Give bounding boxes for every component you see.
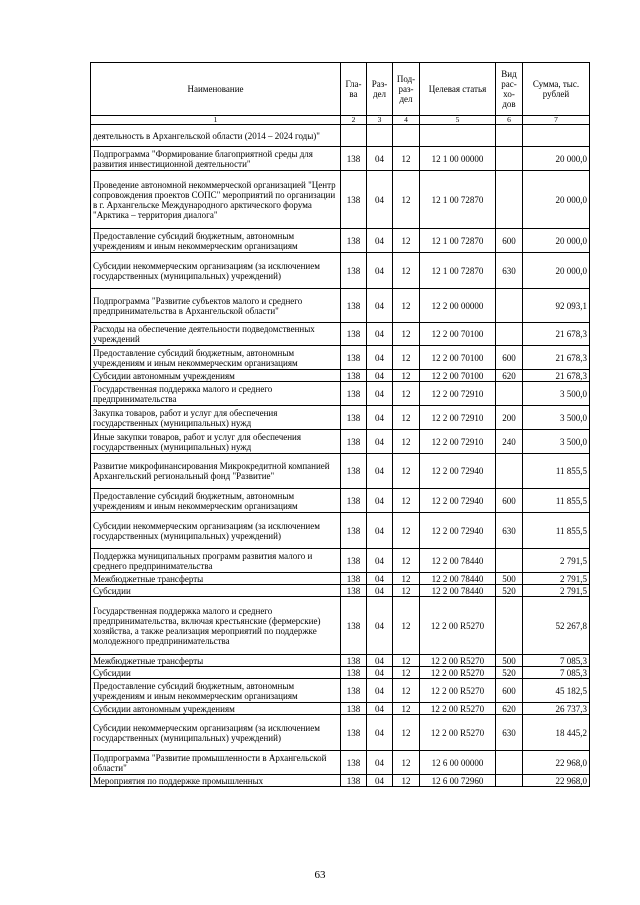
row-sum: 2 791,5: [523, 573, 590, 585]
column-number: 5: [420, 116, 496, 125]
table-row: [91, 703, 590, 715]
table-row: [91, 585, 590, 597]
row-name: Проведение автономной некоммерческой организацией "Центр сопровождения проектов СОПС" мероприятий по организации в г. Архангельске Международного арктического форума "Арктика – территория диалога": [91, 171, 341, 229]
row-name: деятельность в Архангельской области (2014 – 2024 годы)": [91, 125, 341, 147]
row-glava: [341, 125, 367, 147]
table-row: [91, 454, 590, 489]
table-row: [91, 370, 590, 382]
row-podrazdel: 12: [393, 585, 420, 597]
row-target-article: 12 2 00 00000: [420, 289, 496, 323]
row-razdel: 04: [367, 370, 393, 382]
row-sum: 18 445,2: [523, 715, 590, 751]
row-expense-type: 200: [496, 406, 523, 430]
row-expense-type: 630: [496, 253, 523, 289]
row-razdel: 04: [367, 489, 393, 513]
row-podrazdel: 12: [393, 147, 420, 171]
row-name: Субсидии некоммерческим организациям (за исключением государственных (муниципальных) учреждений): [91, 253, 341, 289]
row-name: Межбюджетные трансферты: [91, 655, 341, 667]
row-expense-type: [496, 549, 523, 573]
row-razdel: 04: [367, 147, 393, 171]
row-expense-type: 240: [496, 430, 523, 454]
table-row: [91, 406, 590, 430]
row-target-article: 12 2 00 72910: [420, 430, 496, 454]
table-row: [91, 171, 590, 229]
row-razdel: 04: [367, 382, 393, 406]
column-number: 1: [91, 116, 341, 125]
row-razdel: 04: [367, 679, 393, 703]
table-row: [91, 597, 590, 655]
row-sum: 11 855,5: [523, 513, 590, 549]
row-expense-type: 520: [496, 667, 523, 679]
row-name: Расходы на обеспечение деятельности подведомственных учреждений: [91, 323, 341, 346]
column-number: 6: [496, 116, 523, 125]
row-razdel: 04: [367, 667, 393, 679]
row-podrazdel: [393, 125, 420, 147]
row-glava: 138: [341, 751, 367, 775]
row-podrazdel: 12: [393, 573, 420, 585]
row-name: Закупка товаров, работ и услуг для обеспечения государственных (муниципальных) нужд: [91, 406, 341, 430]
row-expense-type: [496, 751, 523, 775]
row-glava: 138: [341, 382, 367, 406]
row-expense-type: 620: [496, 703, 523, 715]
row-sum: 2 791,5: [523, 585, 590, 597]
row-sum: 22 968,0: [523, 751, 590, 775]
row-sum: 52 267,8: [523, 597, 590, 655]
row-target-article: 12 2 00 78440: [420, 549, 496, 573]
row-target-article: 12 6 00 72960: [420, 775, 496, 787]
column-number: 4: [393, 116, 420, 125]
row-sum: 20 000,0: [523, 147, 590, 171]
row-expense-type: 500: [496, 573, 523, 585]
header-summa: Сумма, тыс. рублей: [523, 63, 590, 116]
row-razdel: 04: [367, 597, 393, 655]
row-name: Субсидии автономным учреждениям: [91, 370, 341, 382]
row-podrazdel: 12: [393, 229, 420, 253]
row-glava: 138: [341, 549, 367, 573]
row-sum: 21 678,3: [523, 346, 590, 370]
page-number: 63: [314, 869, 326, 881]
row-target-article: 12 1 00 72870: [420, 229, 496, 253]
row-razdel: 04: [367, 775, 393, 787]
row-target-article: 12 1 00 72870: [420, 253, 496, 289]
row-podrazdel: 12: [393, 370, 420, 382]
header-razdel: Раз-дел: [367, 63, 393, 116]
row-target-article: 12 2 00 78440: [420, 573, 496, 585]
row-name: Межбюджетные трансферты: [91, 573, 341, 585]
row-expense-type: [496, 775, 523, 787]
row-expense-type: 600: [496, 229, 523, 253]
row-target-article: 12 6 00 00000: [420, 751, 496, 775]
table-row: [91, 346, 590, 370]
table-row: [91, 775, 590, 787]
row-glava: 138: [341, 597, 367, 655]
row-podrazdel: 12: [393, 715, 420, 751]
row-expense-type: [496, 454, 523, 489]
table-row: [91, 430, 590, 454]
row-podrazdel: 12: [393, 323, 420, 346]
row-expense-type: [496, 382, 523, 406]
row-sum: 7 085,3: [523, 655, 590, 667]
row-name: Субсидии автономным учреждениям: [91, 703, 341, 715]
row-name: Подпрограмма "Развитие субъектов малого и среднего предпринимательства в Архангельской области": [91, 289, 341, 323]
row-sum: 92 093,1: [523, 289, 590, 323]
row-glava: 138: [341, 370, 367, 382]
row-expense-type: [496, 289, 523, 323]
row-sum: 3 500,0: [523, 406, 590, 430]
row-podrazdel: 12: [393, 454, 420, 489]
row-target-article: 12 2 00 R5270: [420, 679, 496, 703]
row-target-article: 12 2 00 R5270: [420, 715, 496, 751]
row-name: Поддержка муниципальных программ развития малого и среднего предпринимательства: [91, 549, 341, 573]
row-name: Субсидии: [91, 585, 341, 597]
row-glava: 138: [341, 489, 367, 513]
header-podrazdel: Под-раз-дел: [393, 63, 420, 116]
row-target-article: 12 2 00 72910: [420, 406, 496, 430]
row-podrazdel: 12: [393, 703, 420, 715]
row-glava: 138: [341, 323, 367, 346]
row-sum: 26 737,3: [523, 703, 590, 715]
header-glava: Гла-ва: [341, 63, 367, 116]
row-glava: 138: [341, 454, 367, 489]
table-row: [91, 655, 590, 667]
row-podrazdel: 12: [393, 667, 420, 679]
row-podrazdel: 12: [393, 549, 420, 573]
row-sum: 7 085,3: [523, 667, 590, 679]
row-expense-type: 600: [496, 346, 523, 370]
row-name: Субсидии некоммерческим организациям (за исключением государственных (муниципальных) учреждений): [91, 513, 341, 549]
row-target-article: 12 2 00 R5270: [420, 597, 496, 655]
row-podrazdel: 12: [393, 655, 420, 667]
row-expense-type: 520: [496, 585, 523, 597]
row-razdel: 04: [367, 229, 393, 253]
row-target-article: 12 2 00 72940: [420, 489, 496, 513]
row-razdel: 04: [367, 430, 393, 454]
row-target-article: 12 2 00 78440: [420, 585, 496, 597]
row-glava: 138: [341, 573, 367, 585]
row-glava: 138: [341, 513, 367, 549]
row-razdel: 04: [367, 253, 393, 289]
table-header-row: [91, 63, 590, 116]
row-glava: 138: [341, 430, 367, 454]
budget-table: [90, 62, 590, 787]
row-razdel: 04: [367, 585, 393, 597]
row-razdel: 04: [367, 454, 393, 489]
row-sum: 20 000,0: [523, 229, 590, 253]
row-target-article: 12 1 00 72870: [420, 171, 496, 229]
table-row: [91, 382, 590, 406]
row-target-article: 12 2 00 70100: [420, 323, 496, 346]
row-expense-type: 630: [496, 513, 523, 549]
row-target-article: 12 2 00 70100: [420, 346, 496, 370]
row-glava: 138: [341, 289, 367, 323]
row-name: Предоставление субсидий бюджетным, автономным учреждениям и иным некоммерческим организациям: [91, 489, 341, 513]
row-glava: 138: [341, 253, 367, 289]
table-row: [91, 667, 590, 679]
table-row: [91, 323, 590, 346]
row-glava: 138: [341, 406, 367, 430]
row-glava: 138: [341, 655, 367, 667]
row-target-article: 12 2 00 72940: [420, 454, 496, 489]
row-podrazdel: 12: [393, 489, 420, 513]
row-razdel: 04: [367, 406, 393, 430]
row-sum: 3 500,0: [523, 382, 590, 406]
row-target-article: 12 2 00 R5270: [420, 655, 496, 667]
row-expense-type: [496, 597, 523, 655]
row-name: Предоставление субсидий бюджетным, автономным учреждениям и иным некоммерческим организациям: [91, 679, 341, 703]
row-podrazdel: 12: [393, 406, 420, 430]
table-row: [91, 147, 590, 171]
row-expense-type: 600: [496, 679, 523, 703]
table-row: [91, 549, 590, 573]
row-podrazdel: 12: [393, 382, 420, 406]
table-row: [91, 751, 590, 775]
column-number: 2: [341, 116, 367, 125]
header-tselevaya: Целевая статья: [420, 63, 496, 116]
row-razdel: 04: [367, 513, 393, 549]
row-glava: 138: [341, 667, 367, 679]
table-row: [91, 513, 590, 549]
table-row: [91, 715, 590, 751]
row-razdel: 04: [367, 323, 393, 346]
row-podrazdel: 12: [393, 289, 420, 323]
row-sum: 20 000,0: [523, 171, 590, 229]
row-name: Предоставление субсидий бюджетным, автономным учреждениям и иным некоммерческим организациям: [91, 346, 341, 370]
row-razdel: 04: [367, 573, 393, 585]
row-podrazdel: 12: [393, 430, 420, 454]
row-glava: 138: [341, 171, 367, 229]
table-row: [91, 489, 590, 513]
row-name: Подпрограмма "Развитие промышленности в Архангельской области": [91, 751, 341, 775]
row-expense-type: [496, 171, 523, 229]
row-glava: 138: [341, 703, 367, 715]
row-podrazdel: 12: [393, 346, 420, 370]
row-sum: [523, 125, 590, 147]
row-sum: 20 000,0: [523, 253, 590, 289]
row-name: Государственная поддержка малого и среднего предпринимательства: [91, 382, 341, 406]
row-expense-type: [496, 147, 523, 171]
row-name: Развитие микрофинансирования Микрокредитной компанией Архангельский региональный фонд "Развитие": [91, 454, 341, 489]
row-razdel: 04: [367, 346, 393, 370]
row-glava: 138: [341, 229, 367, 253]
row-razdel: 04: [367, 715, 393, 751]
row-name: Иные закупки товаров, работ и услуг для обеспечения государственных (муниципальных) нужд: [91, 430, 341, 454]
row-sum: 11 855,5: [523, 454, 590, 489]
table-row: [91, 125, 590, 147]
row-razdel: [367, 125, 393, 147]
row-name: Государственная поддержка малого и среднего предпринимательства, включая крестьянские (фермерские) хозяйства, а также реализация мероприятий по поддержке молодежного предпринимательства: [91, 597, 341, 655]
row-podrazdel: 12: [393, 597, 420, 655]
column-number-row: [91, 116, 590, 125]
row-glava: 138: [341, 346, 367, 370]
header-name: Наименование: [91, 63, 341, 116]
row-name: Субсидии: [91, 667, 341, 679]
row-podrazdel: 12: [393, 513, 420, 549]
row-target-article: 12 2 00 70100: [420, 370, 496, 382]
table-row: [91, 573, 590, 585]
row-target-article: 12 1 00 00000: [420, 147, 496, 171]
row-expense-type: 500: [496, 655, 523, 667]
row-sum: 2 791,5: [523, 549, 590, 573]
row-sum: 21 678,3: [523, 370, 590, 382]
row-glava: 138: [341, 679, 367, 703]
row-podrazdel: 12: [393, 751, 420, 775]
row-podrazdel: 12: [393, 679, 420, 703]
row-sum: 3 500,0: [523, 430, 590, 454]
row-expense-type: 600: [496, 489, 523, 513]
row-podrazdel: 12: [393, 253, 420, 289]
table-row: [91, 289, 590, 323]
column-number: 7: [523, 116, 590, 125]
row-target-article: 12 2 00 72940: [420, 513, 496, 549]
row-razdel: 04: [367, 703, 393, 715]
row-podrazdel: 12: [393, 171, 420, 229]
row-glava: 138: [341, 147, 367, 171]
row-target-article: [420, 125, 496, 147]
row-sum: 21 678,3: [523, 323, 590, 346]
table-row: [91, 253, 590, 289]
row-name: Субсидии некоммерческим организациям (за исключением государственных (муниципальных) учреждений): [91, 715, 341, 751]
row-name: Подпрограмма "Формирование благоприятной среды для развития инвестиционной деятельности": [91, 147, 341, 171]
row-glava: 138: [341, 715, 367, 751]
column-number: 3: [367, 116, 393, 125]
row-razdel: 04: [367, 289, 393, 323]
row-razdel: 04: [367, 751, 393, 775]
row-razdel: 04: [367, 655, 393, 667]
row-sum: 11 855,5: [523, 489, 590, 513]
header-vid: Вид рас-хо-дов: [496, 63, 523, 116]
row-target-article: 12 2 00 72910: [420, 382, 496, 406]
row-razdel: 04: [367, 549, 393, 573]
row-expense-type: 630: [496, 715, 523, 751]
table-row: [91, 679, 590, 703]
row-target-article: 12 2 00 R5270: [420, 703, 496, 715]
row-razdel: 04: [367, 171, 393, 229]
row-name: Предоставление субсидий бюджетным, автономным учреждениям и иным некоммерческим организациям: [91, 229, 341, 253]
row-glava: 138: [341, 585, 367, 597]
row-name: Мероприятия по поддержке промышленных: [91, 775, 341, 787]
row-expense-type: [496, 125, 523, 147]
row-expense-type: [496, 323, 523, 346]
row-expense-type: 620: [496, 370, 523, 382]
row-sum: 22 968,0: [523, 775, 590, 787]
row-target-article: 12 2 00 R5270: [420, 667, 496, 679]
table-row: [91, 229, 590, 253]
row-glava: 138: [341, 775, 367, 787]
row-podrazdel: 12: [393, 775, 420, 787]
row-sum: 45 182,5: [523, 679, 590, 703]
